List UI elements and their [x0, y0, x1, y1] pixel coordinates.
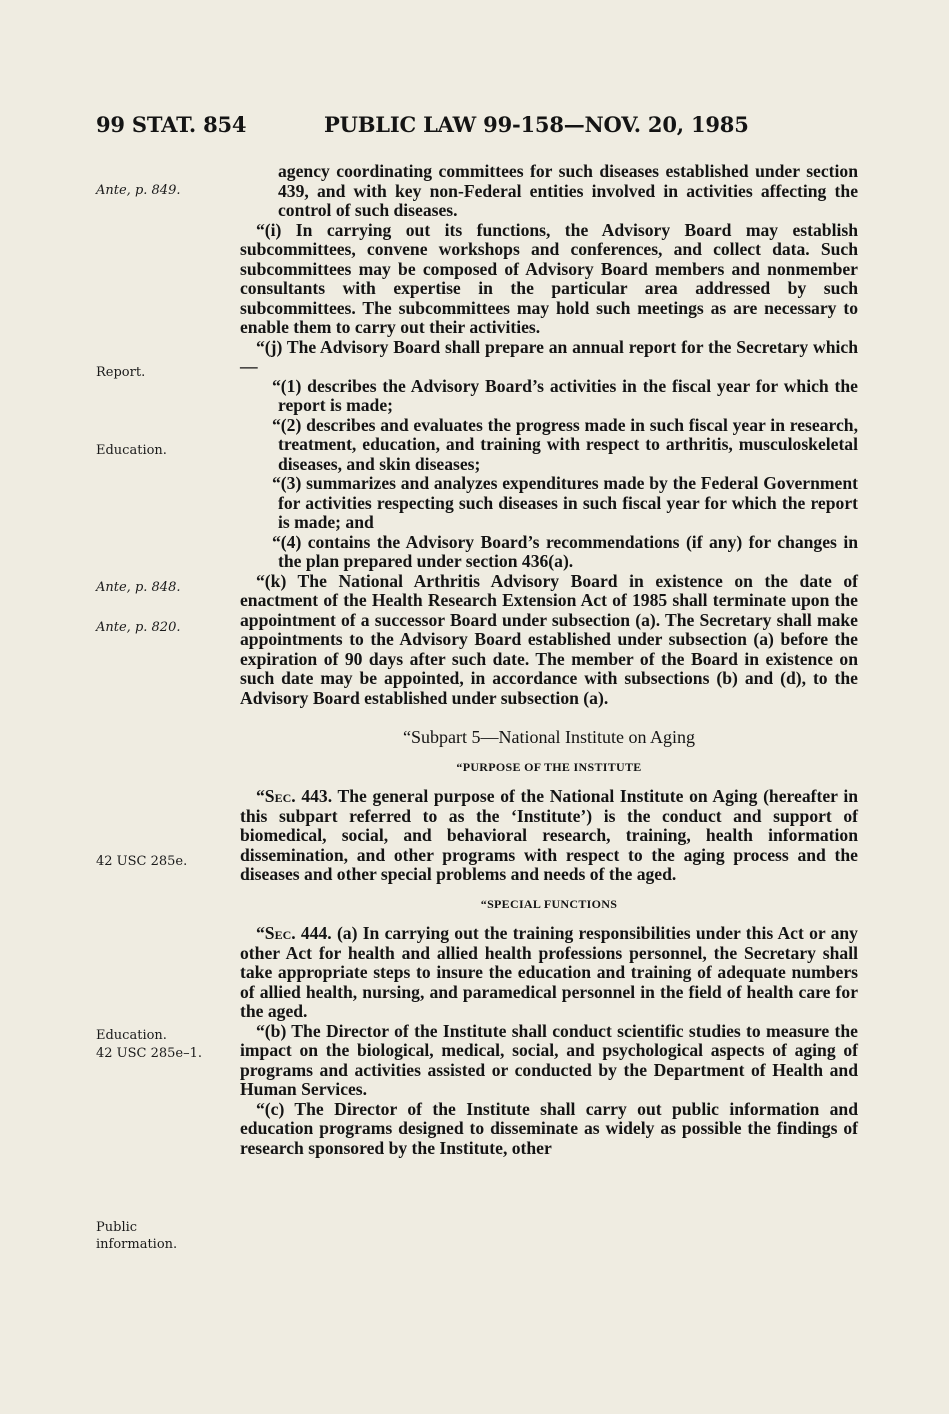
section-444-c: “(c) The Director of the Institute shall carry out public information and education programs designed to disseminate as widely as possible the findings of research sponsored by the Institute, other — [240, 1098, 858, 1158]
paragraph-j-2: “(2) describes and evaluates the progress made in such fiscal year in research, treatment, education, and training with respect to arthritis, musculoskeletal diseases, and skin diseases; — [272, 414, 858, 474]
subpart-heading: “Subpart 5—National Institute on Aging — [403, 727, 695, 747]
margin-note-education: Education. — [96, 443, 167, 458]
margin-note-education-2: Education. — [96, 1028, 167, 1043]
section-443-label: “Sec. 443. — [256, 786, 333, 806]
margin-note-ante-848: Ante, p. 848. — [96, 580, 181, 595]
margin-note-report: Report. — [96, 365, 146, 380]
margin-note-public: Public — [96, 1220, 138, 1235]
margin-note-ante-849: Ante, p. 849. — [96, 183, 181, 198]
margin-note-42usc285e: 42 USC 285e. — [96, 854, 188, 869]
section-444-a-text: (a) In carrying out the training responsibilities under this Act or any other Act for health and allied health professions personnel, the Secretary shall take appropriate steps to insure the education and training of adequate numbers of allied health, nursing, and paramedical personnel in the field of health care for the aged. — [240, 923, 858, 1021]
section-444-label: “Sec. 444. — [256, 923, 332, 943]
paragraph-j: “(j) The Advisory Board shall prepare an annual report for the Secretary which— — [240, 336, 858, 376]
section-heading-purpose: “PURPOSE OF THE INSTITUTE — [456, 759, 642, 774]
section-443 — [240, 787, 858, 885]
statute-body — [240, 162, 858, 1158]
paragraph-agency: agency coordinating committees for such diseases established under section 439, and with key non-Federal entities involved in activities affecting the control of such diseases. — [278, 161, 858, 220]
statute-page-number: 99 STAT. 854 — [96, 112, 247, 137]
margin-note-42usc285e-1: 42 USC 285e–1. — [96, 1046, 203, 1061]
margin-note-ante-820: Ante, p. 820. — [96, 620, 181, 635]
margin-note-information: information. — [96, 1237, 178, 1252]
paragraph-j-4: “(4) contains the Advisory Board’s recommendations (if any) for changes in the plan prepared under section 436(a). — [272, 531, 858, 571]
section-444-b: “(b) The Director of the Institute shall conduct scientific studies to measure the impact on the biological, medical, social, and psychological aspects of aging of programs and activities assisted or conducted by the Department of Health and Human Services. — [240, 1020, 858, 1099]
public-law-title: PUBLIC LAW 99-158—NOV. 20, 1985 — [324, 112, 749, 137]
paragraph-j-3: “(3) summarizes and analyzes expenditures made by the Federal Government for activities respecting such diseases in such fiscal year for which the report is made; and — [272, 473, 858, 532]
paragraph-k: “(k) The National Arthritis Advisory Board in existence on the date of enactment of the Health Research Extension Act of 1985 shall terminate upon the appointment of a successor Board under subsection (a). The Secretary shall make appointments to the Advisory Board established under subsection (a) before the expiration of 90 days after such date. The member of the Board in existence on such date may be appointed, in accordance with subsections (b) and (d), to the Advisory Board established under subsection (a). — [240, 570, 858, 708]
section-heading-special-functions: “SPECIAL FUNCTIONS — [480, 896, 618, 911]
paragraph-j-1: “(1) describes the Advisory Board’s activities in the fiscal year for which the report is made; — [272, 375, 858, 415]
section-443-text: The general purpose of the National Institute on Aging (hereafter in this subpart referred to as the ‘Institute’) is the conduct and support of biomedical, social, and behavioral research, training, health information dissemination, and other programs with respect to the aging process and the diseases and other special problems and needs of the aged. — [240, 786, 858, 884]
paragraph-i: “(i) In carrying out its functions, the Advisory Board may establish subcommittees, convene workshops and conferences, and collect data. Such subcommittees may be composed of Advisory Board members and nonmember consultants with expertise in the particular area addressed by such subcommittees. The subcommittees may hold such meetings as are necessary to enable them to carry out their activities. — [240, 219, 858, 337]
section-444-a — [240, 924, 858, 1022]
